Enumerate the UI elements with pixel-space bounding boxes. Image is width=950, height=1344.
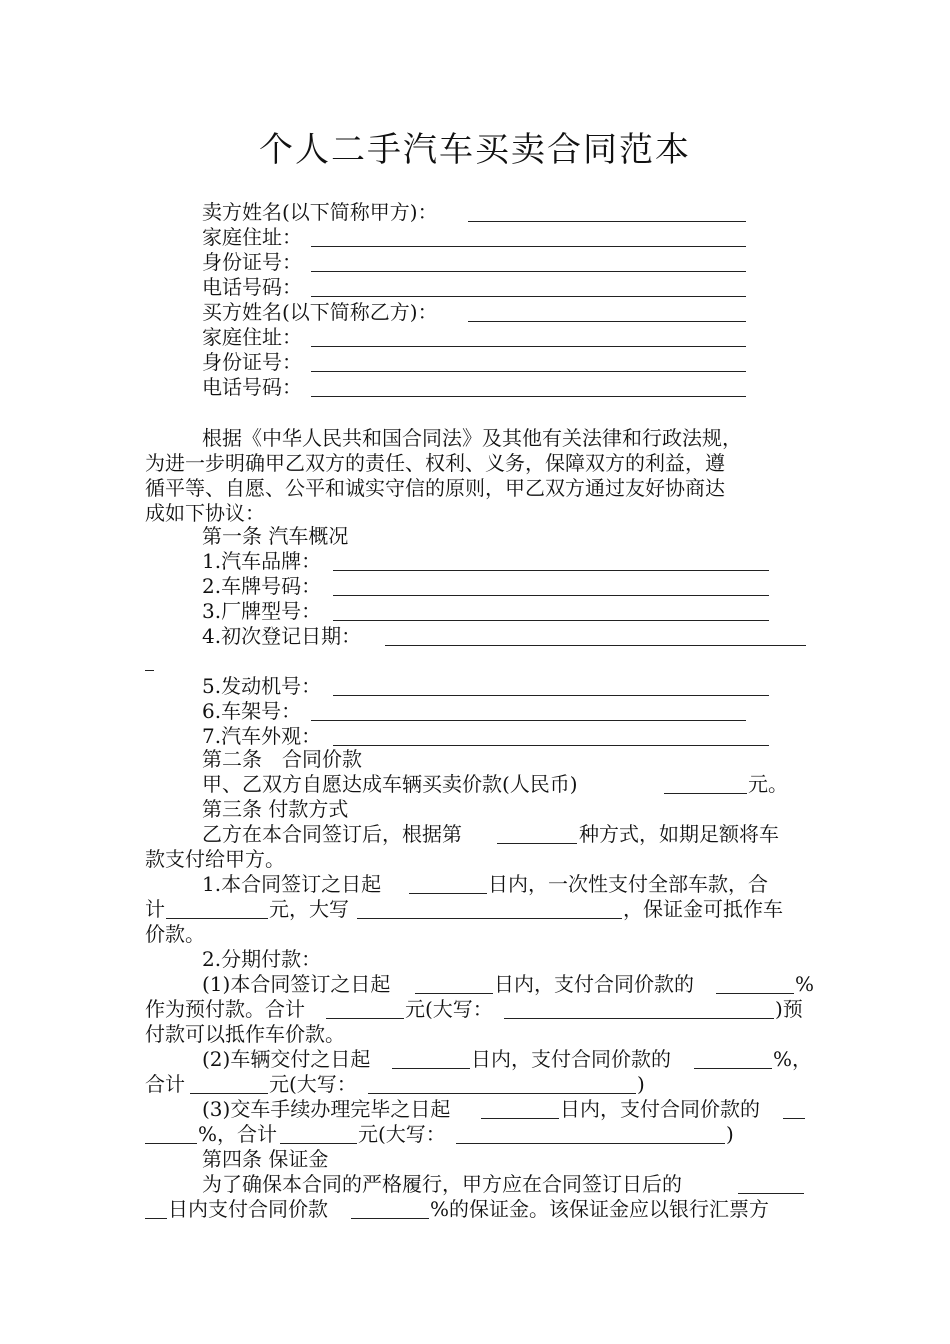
installment2-days-field[interactable] xyxy=(392,1050,470,1069)
car-brand-field[interactable] xyxy=(333,552,769,571)
installment1-days-field[interactable] xyxy=(415,975,493,994)
installment3-percent-field-b[interactable] xyxy=(145,1125,197,1144)
seller-phone-field[interactable] xyxy=(311,278,746,297)
installment2-amount-field[interactable] xyxy=(190,1075,268,1094)
seller-name-field[interactable] xyxy=(468,203,746,222)
deposit-days-field-a[interactable] xyxy=(738,1175,804,1194)
installment2-percent-field[interactable] xyxy=(694,1050,772,1069)
buyer-name-field[interactable] xyxy=(468,303,746,322)
deposit-days-field-b[interactable] xyxy=(145,1200,167,1219)
plate-number-field[interactable] xyxy=(333,577,769,596)
buyer-phone-field[interactable] xyxy=(311,378,746,397)
installment1-words-field[interactable] xyxy=(504,1000,774,1019)
installment1-percent-field[interactable] xyxy=(716,975,794,994)
model-field[interactable] xyxy=(333,602,769,621)
deposit-percent-field[interactable] xyxy=(351,1200,429,1219)
page-title: 个人二手汽车买卖合同范本 xyxy=(259,130,691,170)
installment3-percent-field-a[interactable] xyxy=(783,1100,805,1119)
engine-number-field[interactable] xyxy=(333,677,769,696)
option1-amount-words-field[interactable] xyxy=(357,900,622,919)
buyer-id-field[interactable] xyxy=(311,353,746,372)
registration-overflow-field[interactable] xyxy=(145,652,154,671)
option1-amount-field[interactable] xyxy=(166,900,268,919)
seller-id-field[interactable] xyxy=(311,253,746,272)
buyer-address-field[interactable] xyxy=(311,328,746,347)
first-registration-field[interactable] xyxy=(385,627,806,646)
option1-days-field[interactable] xyxy=(409,875,487,894)
installment3-amount-field[interactable] xyxy=(280,1125,357,1144)
seller-address-field[interactable] xyxy=(311,228,746,247)
installment3-days-field[interactable] xyxy=(481,1100,559,1119)
price-field[interactable] xyxy=(664,775,747,794)
vin-field[interactable] xyxy=(311,702,746,721)
appearance-field[interactable] xyxy=(333,727,769,746)
installment3-words-field[interactable] xyxy=(456,1125,725,1144)
installment2-words-field[interactable] xyxy=(368,1075,636,1094)
payment-method-field[interactable] xyxy=(497,825,577,844)
installment1-amount-field[interactable] xyxy=(326,1000,404,1019)
